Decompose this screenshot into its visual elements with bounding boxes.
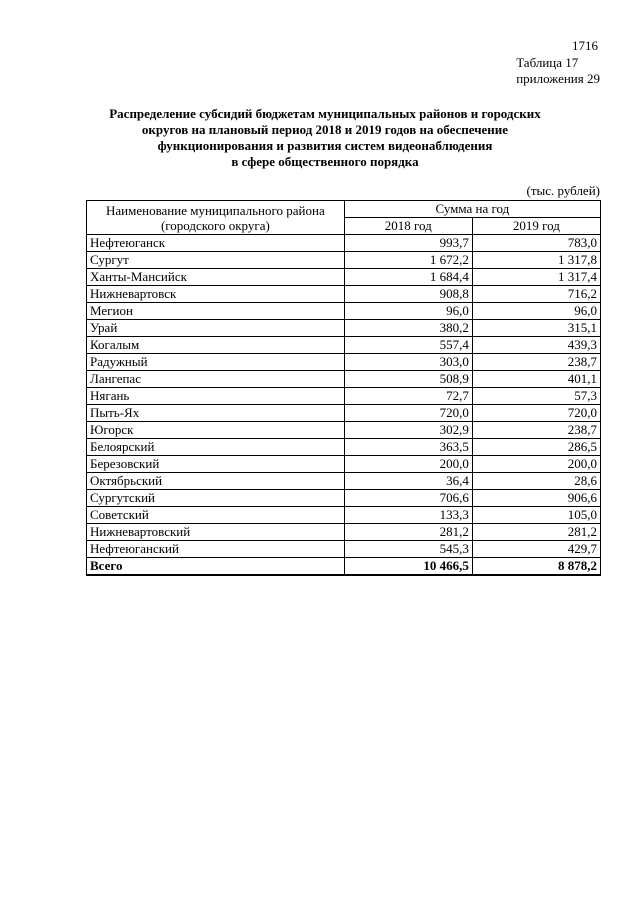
cell-2019: 720,0 xyxy=(472,405,600,422)
table-ref-appendix: приложения 29 xyxy=(516,71,600,86)
title-line: округов на плановый период 2018 и 2019 годов на обеспечение xyxy=(141,122,509,137)
table-row xyxy=(87,303,601,320)
cell-municipality: Мегион xyxy=(87,303,345,320)
cell-2018: 380,2 xyxy=(344,320,472,337)
cell-2019: 1 317,8 xyxy=(472,252,600,269)
cell-2019: 315,1 xyxy=(472,320,600,337)
cell-municipality: Белоярский xyxy=(87,439,345,456)
cell-municipality: Нижневартовск xyxy=(87,286,345,303)
cell-2018: 993,7 xyxy=(344,235,472,252)
page-number: 1716 xyxy=(572,38,598,53)
table-row xyxy=(87,507,601,524)
cell-2018: 557,4 xyxy=(344,337,472,354)
cell-2019: 281,2 xyxy=(472,524,600,541)
cell-2018: 363,5 xyxy=(344,439,472,456)
cell-2019: 716,2 xyxy=(472,286,600,303)
table-row xyxy=(87,422,601,439)
cell-2018: 1 684,4 xyxy=(344,269,472,286)
cell-2019: 96,0 xyxy=(472,303,600,320)
cell-municipality: Пыть-Ях xyxy=(87,405,345,422)
cell-municipality: Октябрьский xyxy=(87,473,345,490)
cell-2019: 1 317,4 xyxy=(472,269,600,286)
units-label: (тыс. рублей) xyxy=(526,183,600,198)
cell-municipality: Урай xyxy=(87,320,345,337)
cell-2018: 96,0 xyxy=(344,303,472,320)
cell-municipality: Югорск xyxy=(87,422,345,439)
cell-municipality: Советский xyxy=(87,507,345,524)
table-row xyxy=(87,371,601,388)
cell-2018: 72,7 xyxy=(344,388,472,405)
cell-2018: 281,2 xyxy=(344,524,472,541)
cell-municipality: Ханты-Мансийск xyxy=(87,269,345,286)
cell-2019: 439,3 xyxy=(472,337,600,354)
title-line: Распределение субсидий бюджетам муниципальных районов и городских xyxy=(109,106,541,121)
table-header xyxy=(87,201,601,235)
column-header-name-line2: (городского округа) xyxy=(160,217,270,233)
cell-2019: 28,6 xyxy=(472,473,600,490)
table-row xyxy=(87,337,601,354)
table-row xyxy=(87,473,601,490)
cell-2018: 720,0 xyxy=(344,405,472,422)
cell-2018: 133,3 xyxy=(344,507,472,524)
cell-total-2018: 10 466,5 xyxy=(344,558,472,576)
title-line: в сфере общественного порядка xyxy=(231,154,419,169)
cell-2018: 303,0 xyxy=(344,354,472,371)
table-row xyxy=(87,286,601,303)
table-row xyxy=(87,252,601,269)
table-reference xyxy=(516,55,600,87)
cell-2019: 200,0 xyxy=(472,456,600,473)
cell-2018: 908,8 xyxy=(344,286,472,303)
cell-2019: 57,3 xyxy=(472,388,600,405)
cell-2018: 200,0 xyxy=(344,456,472,473)
cell-2018: 545,3 xyxy=(344,541,472,558)
cell-municipality: Нефтеюганский xyxy=(87,541,345,558)
table-row xyxy=(87,439,601,456)
document-title xyxy=(80,106,570,170)
cell-2019: 286,5 xyxy=(472,439,600,456)
cell-2019: 906,6 xyxy=(472,490,600,507)
cell-municipality: Нижневартовский xyxy=(87,524,345,541)
cell-2019: 238,7 xyxy=(472,422,600,439)
table-ref-number: Таблица 17 xyxy=(516,55,579,70)
cell-2018: 36,4 xyxy=(344,473,472,490)
cell-municipality: Когалым xyxy=(87,337,345,354)
cell-2018: 508,9 xyxy=(344,371,472,388)
table-row xyxy=(87,388,601,405)
cell-municipality: Сургут xyxy=(87,252,345,269)
cell-municipality: Радужный xyxy=(87,354,345,371)
subsidy-table xyxy=(86,200,601,576)
column-header-name-line1: Наименование муниципального района xyxy=(106,202,325,218)
table-row xyxy=(87,490,601,507)
cell-municipality: Лангепас xyxy=(87,371,345,388)
table-row xyxy=(87,320,601,337)
column-header-name xyxy=(87,201,345,235)
cell-total-2019: 8 878,2 xyxy=(472,558,600,576)
column-header-2019: 2019 год xyxy=(472,218,600,235)
table-row xyxy=(87,524,601,541)
title-line: функционирования и развития систем видеонаблюдения xyxy=(157,138,493,153)
cell-municipality: Березовский xyxy=(87,456,345,473)
cell-2019: 429,7 xyxy=(472,541,600,558)
cell-2019: 783,0 xyxy=(472,235,600,252)
cell-2018: 706,6 xyxy=(344,490,472,507)
cell-municipality: Нефтеюганск xyxy=(87,235,345,252)
table-row xyxy=(87,541,601,558)
cell-2019: 105,0 xyxy=(472,507,600,524)
table-row xyxy=(87,405,601,422)
table-row xyxy=(87,269,601,286)
table-row xyxy=(87,354,601,371)
cell-2018: 302,9 xyxy=(344,422,472,439)
total-row xyxy=(87,558,601,576)
cell-municipality: Нягань xyxy=(87,388,345,405)
cell-2019: 401,1 xyxy=(472,371,600,388)
column-header-2018: 2018 год xyxy=(344,218,472,235)
column-header-sum: Сумма на год xyxy=(344,201,600,218)
table-body xyxy=(87,235,601,576)
cell-2019: 238,7 xyxy=(472,354,600,371)
cell-municipality: Сургутский xyxy=(87,490,345,507)
cell-2018: 1 672,2 xyxy=(344,252,472,269)
cell-total-label: Всего xyxy=(87,558,345,576)
table-row xyxy=(87,456,601,473)
table-row xyxy=(87,235,601,252)
